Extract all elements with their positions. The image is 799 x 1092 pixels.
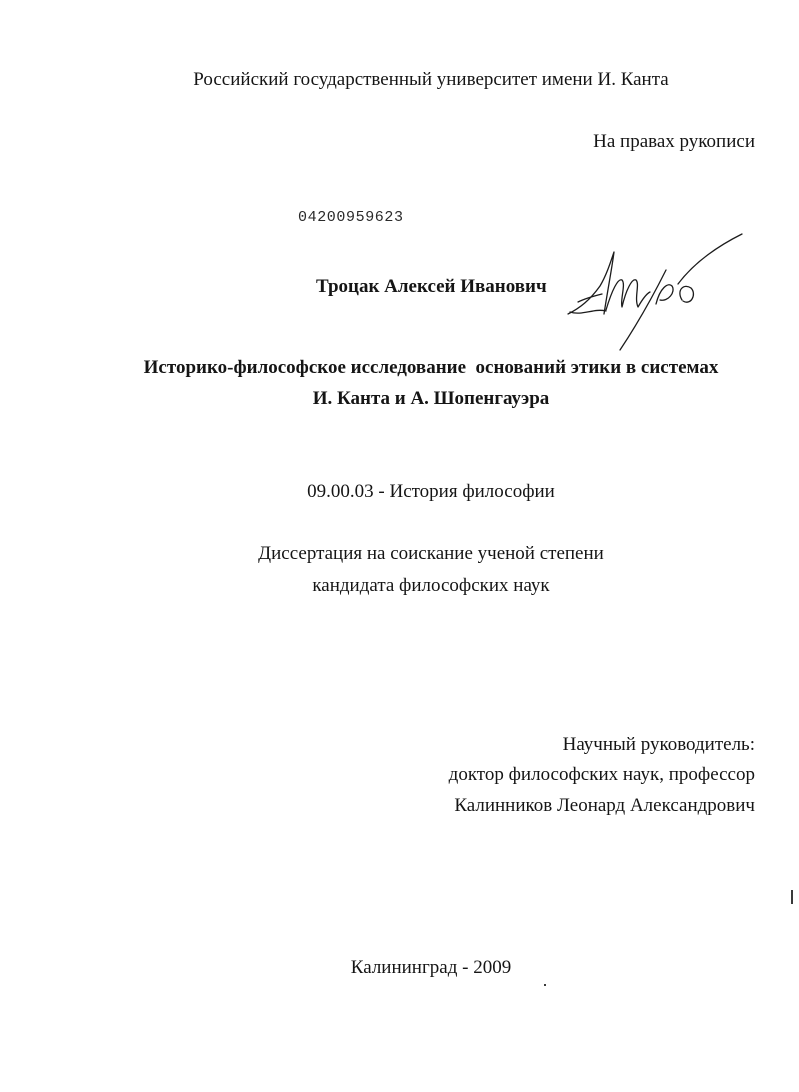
degree-line-1: Диссертация на соискание ученой степени bbox=[258, 543, 604, 564]
signature-stroke bbox=[606, 280, 650, 310]
author-name: Троцак Алексей Иванович bbox=[316, 276, 547, 297]
scan-speck bbox=[544, 984, 546, 986]
supervisor-label: Научный руководитель: bbox=[562, 734, 755, 755]
signature-stroke bbox=[570, 310, 606, 313]
place-and-year: Калининград - 2009 bbox=[350, 957, 512, 978]
degree-line-2: кандидата философских наук bbox=[312, 575, 550, 596]
supervisor-credentials: доктор философских наук, профессор bbox=[448, 764, 755, 785]
manuscript-note: На правах рукописи bbox=[593, 131, 755, 152]
signature-stroke bbox=[578, 294, 602, 302]
author-signature bbox=[560, 228, 750, 353]
signature-stroke bbox=[678, 234, 742, 284]
signature-stroke bbox=[656, 285, 673, 304]
dissertation-title-line-1: Историко-философское исследование оснований этики в системах bbox=[143, 357, 719, 378]
dissertation-title-line-2: И. Канта и А. Шопенгауэра bbox=[312, 388, 550, 409]
scan-edge-mark bbox=[791, 890, 793, 904]
signature-stroke bbox=[620, 270, 666, 350]
specialty-code: 09.00.03 - История философии bbox=[307, 481, 555, 502]
signature-stroke bbox=[680, 286, 694, 302]
registry-number-stamp: 04200959623 bbox=[298, 209, 404, 226]
supervisor-name: Калинников Леонард Александрович bbox=[454, 795, 755, 816]
institution-name: Российский государственный университет имени И. Канта bbox=[193, 69, 669, 90]
